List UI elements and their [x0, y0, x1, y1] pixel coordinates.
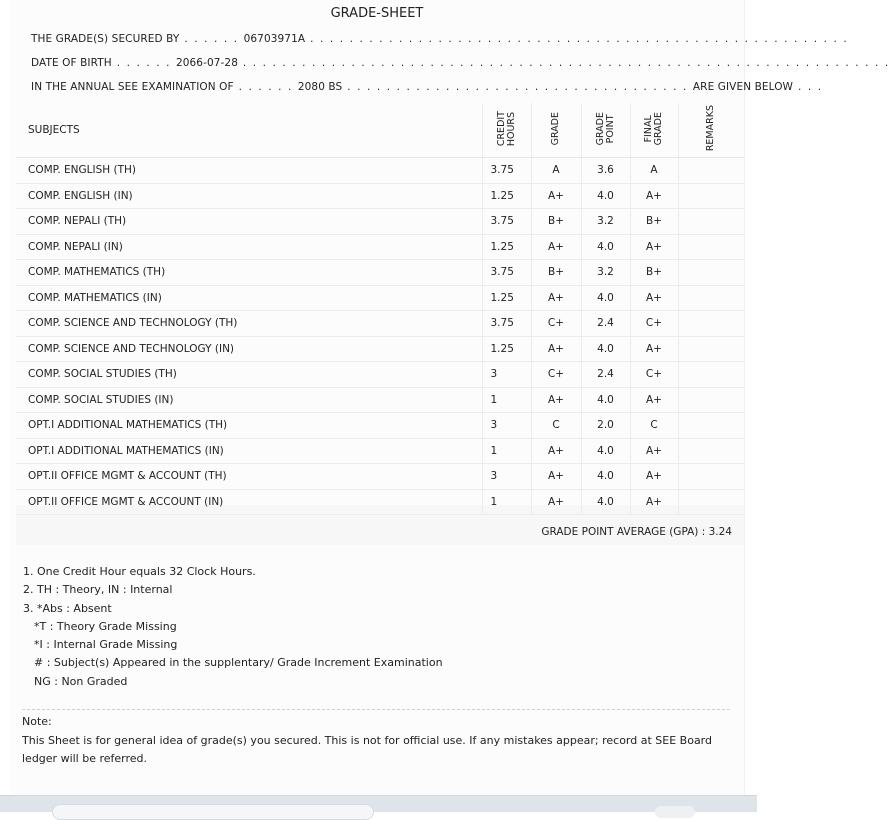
- subject-cell: OPT.I ADDITIONAL MATHEMATICS (TH): [16, 413, 482, 439]
- grade-cell: C+: [531, 362, 581, 388]
- legend-item: *I : Internal Grade Missing: [34, 638, 178, 652]
- secured-by-line: THE GRADE(S) SECURED BY . . . . . . 06703971A . . . . . . . . . . . . . . . . . . . . . . . . . . . . . . . . . . . . . . . . . . . . . . . . . . . . . . .: [31, 33, 849, 45]
- remarks-cell: [678, 209, 744, 235]
- header-final-grade: FINAL GRADE: [630, 103, 678, 158]
- header-subjects: SUBJECTS: [16, 103, 482, 158]
- subject-cell: COMP. ENGLISH (IN): [16, 183, 482, 209]
- credit-hours-cell: 3.75: [482, 158, 531, 184]
- remarks-cell: [678, 489, 744, 515]
- final-grade-cell: B+: [630, 260, 678, 286]
- header-grade: GRADE: [531, 103, 581, 158]
- grade-point-cell: 4.0: [581, 234, 630, 260]
- exam-label: IN THE ANNUAL SEE EXAMINATION OF: [31, 81, 234, 93]
- remarks-cell: [678, 387, 744, 413]
- final-grade-cell: A+: [630, 464, 678, 490]
- grade-point-cell: 4.0: [581, 438, 630, 464]
- grade-point-cell: 4.0: [581, 285, 630, 311]
- credit-hours-cell: 1: [482, 489, 531, 515]
- final-grade-cell: A+: [630, 234, 678, 260]
- grade-sheet: [10, 0, 890, 795]
- grade-point-cell: 4.0: [581, 387, 630, 413]
- grade-point-cell: 4.0: [581, 336, 630, 362]
- grade-point-cell: 2.0: [581, 413, 630, 439]
- credit-hours-cell: 1.25: [482, 336, 531, 362]
- grade-cell: A+: [531, 183, 581, 209]
- page-title: GRADE-SHEET: [330, 6, 424, 21]
- grade-cell: B+: [531, 209, 581, 235]
- subject-cell: OPT.II OFFICE MGMT & ACCOUNT (TH): [16, 464, 482, 490]
- grade-point-cell: 4.0: [581, 464, 630, 490]
- table-row: [16, 464, 744, 490]
- final-grade-cell: C+: [630, 311, 678, 337]
- grade-point-cell: 4.0: [581, 183, 630, 209]
- credit-hours-cell: 3: [482, 464, 531, 490]
- grades-table: [16, 103, 744, 515]
- remarks-cell: [678, 234, 744, 260]
- grade-cell: A+: [531, 336, 581, 362]
- grade-cell: A+: [531, 464, 581, 490]
- credit-hours-cell: 3.75: [482, 209, 531, 235]
- table-row: [16, 260, 744, 286]
- table-row: [16, 387, 744, 413]
- grade-cell: B+: [531, 260, 581, 286]
- final-grade-cell: C: [630, 413, 678, 439]
- table-row: [16, 311, 744, 337]
- gpa-line: [541, 526, 732, 538]
- subject-cell: COMP. MATHEMATICS (TH): [16, 260, 482, 286]
- disclaimer-text: This Sheet is for general idea of grade(s) you secured. This is not for official use. If any mistakes appear; record at SEE Board ledger will be referred.: [22, 733, 712, 765]
- remarks-cell: [678, 158, 744, 184]
- table-row: [16, 285, 744, 311]
- credit-hours-cell: 3.75: [482, 311, 531, 337]
- grade-cell: A+: [531, 438, 581, 464]
- legend-item: 1. One Credit Hour equals 32 Clock Hours.: [23, 565, 256, 578]
- grade-cell: A+: [531, 234, 581, 260]
- remarks-cell: [678, 464, 744, 490]
- remarks-cell: [678, 260, 744, 286]
- credit-hours-cell: 3: [482, 362, 531, 388]
- grade-point-cell: 4.0: [581, 489, 630, 515]
- remarks-cell: [678, 413, 744, 439]
- credit-hours-cell: 1.25: [482, 234, 531, 260]
- dob-line: DATE OF BIRTH . . . . . . 2066-07-28 . . . . . . . . . . . . . . . . . . . . . . . . . . . . . . . . . . . . . . . . . . . . . . . . . . . . . . . . . . . . . . . . . .: [31, 57, 890, 69]
- subject-cell: OPT.I ADDITIONAL MATHEMATICS (IN): [16, 438, 482, 464]
- subject-cell: COMP. NEPALI (TH): [16, 209, 482, 235]
- exam-year: 2080 BS: [297, 81, 343, 93]
- secured-by-label: THE GRADE(S) SECURED BY: [31, 33, 180, 45]
- address-bar[interactable]: [52, 804, 374, 820]
- table-row: [16, 183, 744, 209]
- table-row: [16, 362, 744, 388]
- symbol-number: 06703971A: [243, 33, 306, 45]
- subject-cell: COMP. SOCIAL STUDIES (TH): [16, 362, 482, 388]
- legend-item: *T : Theory Grade Missing: [34, 619, 177, 633]
- grade-point-cell: 3.6: [581, 158, 630, 184]
- exam-line: IN THE ANNUAL SEE EXAMINATION OF . . . . . . 2080 BS . . . . . . . . . . . . . . . . . . . . . . . . . . . . . . . . . . . ARE GIVEN BELOW . . .: [31, 81, 823, 93]
- final-grade-cell: C+: [630, 362, 678, 388]
- legend-item: 2. TH : Theory, IN : Internal: [23, 583, 173, 597]
- header-credit-hours: CREDIT HOURS: [482, 103, 531, 158]
- grade-point-cell: 2.4: [581, 362, 630, 388]
- gpa-value: 3.24: [708, 526, 732, 538]
- remarks-cell: [678, 438, 744, 464]
- credit-hours-cell: 3: [482, 413, 531, 439]
- table-row: [16, 158, 744, 184]
- given-below-label: ARE GIVEN BELOW: [692, 81, 794, 93]
- credit-hours-cell: 1: [482, 387, 531, 413]
- dob-value: 2066-07-28: [175, 57, 238, 69]
- header-remarks: REMARKS: [678, 103, 744, 158]
- final-grade-cell: A+: [630, 489, 678, 515]
- subject-cell: COMP. NEPALI (IN): [16, 234, 482, 260]
- legend-item: # : Subject(s) Appeared in the supplentary/ Grade Increment Examination: [34, 656, 443, 670]
- table-row: [16, 438, 744, 464]
- legend-item: NG : Non Graded: [34, 674, 128, 688]
- grade-cell: C: [531, 413, 581, 439]
- gpa-label: GRADE POINT AVERAGE (GPA) :: [541, 526, 706, 538]
- remarks-cell: [678, 311, 744, 337]
- final-grade-cell: A+: [630, 387, 678, 413]
- credit-hours-cell: 1: [482, 438, 531, 464]
- grade-cell: A+: [531, 285, 581, 311]
- disclaimer-box: [22, 709, 730, 769]
- final-grade-cell: B+: [630, 209, 678, 235]
- grade-point-cell: 3.2: [581, 260, 630, 286]
- dob-label: DATE OF BIRTH: [31, 57, 112, 69]
- table-header-row: [16, 103, 744, 158]
- credit-hours-cell: 1.25: [482, 285, 531, 311]
- remarks-cell: [678, 183, 744, 209]
- credit-hours-cell: 3.75: [482, 260, 531, 286]
- subject-cell: COMP. SOCIAL STUDIES (IN): [16, 387, 482, 413]
- subject-cell: OPT.II OFFICE MGMT & ACCOUNT (IN): [16, 489, 482, 515]
- table-row: [16, 413, 744, 439]
- grade-cell: A+: [531, 489, 581, 515]
- subject-cell: COMP. SCIENCE AND TECHNOLOGY (TH): [16, 311, 482, 337]
- subject-cell: COMP. ENGLISH (TH): [16, 158, 482, 184]
- grade-point-cell: 3.2: [581, 209, 630, 235]
- subject-cell: COMP. SCIENCE AND TECHNOLOGY (IN): [16, 336, 482, 362]
- toolbar-button[interactable]: [655, 806, 695, 818]
- table-row: [16, 234, 744, 260]
- grade-cell: C+: [531, 311, 581, 337]
- final-grade-cell: A+: [630, 438, 678, 464]
- grade-cell: A+: [531, 387, 581, 413]
- disclaimer-heading: Note:: [22, 715, 52, 728]
- final-grade-cell: A+: [630, 183, 678, 209]
- final-grade-cell: A: [630, 158, 678, 184]
- final-grade-cell: A+: [630, 285, 678, 311]
- table-row: [16, 336, 744, 362]
- remarks-cell: [678, 362, 744, 388]
- table-row: [16, 489, 744, 515]
- remarks-cell: [678, 285, 744, 311]
- header-grade-point: GRADE POINT: [581, 103, 630, 158]
- grade-point-cell: 2.4: [581, 311, 630, 337]
- legend-item: 3. *Abs : Absent: [23, 601, 112, 615]
- remarks-cell: [678, 336, 744, 362]
- subject-cell: COMP. MATHEMATICS (IN): [16, 285, 482, 311]
- grade-cell: A: [531, 158, 581, 184]
- table-row: [16, 209, 744, 235]
- final-grade-cell: A+: [630, 336, 678, 362]
- legend-notes: [23, 563, 443, 691]
- credit-hours-cell: 1.25: [482, 183, 531, 209]
